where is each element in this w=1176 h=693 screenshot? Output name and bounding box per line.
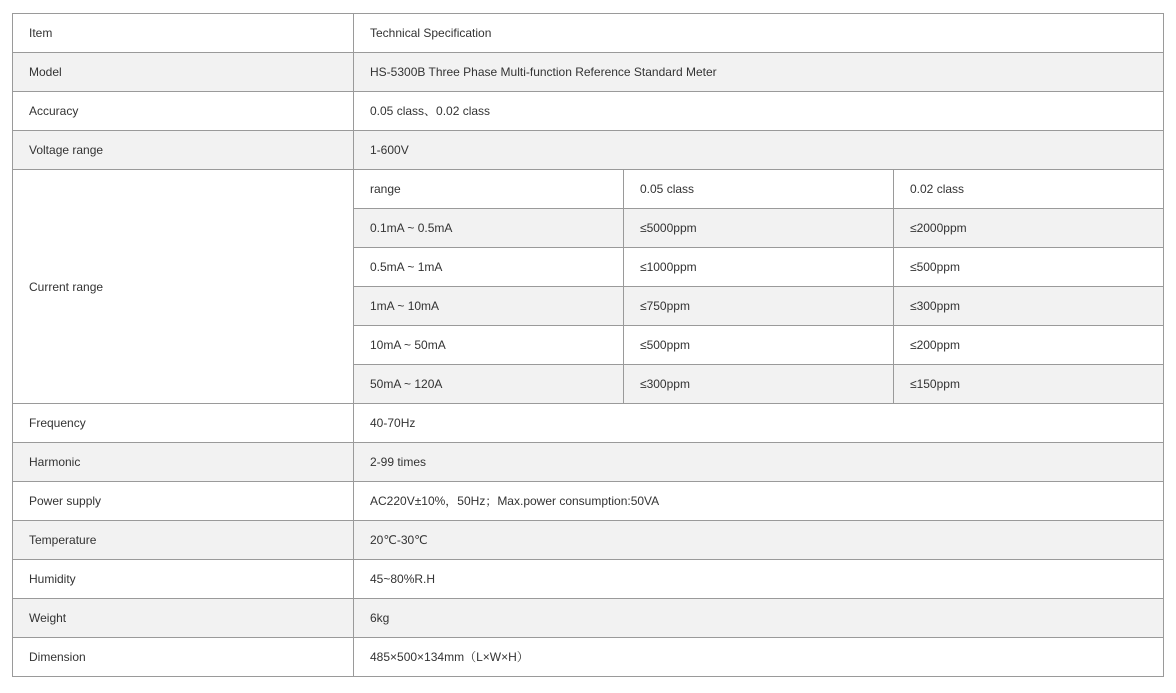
current-accuracy-005: ≤5000ppm — [624, 209, 894, 248]
power-supply-value: AC220V±10%，50Hz；Max.power consumption:50VA — [354, 482, 1164, 521]
table-row-model — [13, 53, 1164, 92]
frequency-value: 40-70Hz — [354, 404, 1164, 443]
current-accuracy-005: ≤300ppm — [624, 365, 894, 404]
harmonic-value: 2-99 times — [354, 443, 1164, 482]
current-header-class-002: 0.02 class — [894, 170, 1164, 209]
current-range-value: 0.5mA ~ 1mA — [354, 248, 624, 287]
model-value: HS-5300B Three Phase Multi-function Reference Standard Meter — [354, 53, 1164, 92]
temperature-value: 20℃-30℃ — [354, 521, 1164, 560]
table-row-accuracy — [13, 92, 1164, 131]
humidity-value: 45~80%R.H — [354, 560, 1164, 599]
spec-table — [12, 13, 1164, 677]
table-row-dimension — [13, 638, 1164, 677]
dimension-value: 485×500×134mm（L×W×H） — [354, 638, 1164, 677]
weight-value: 6kg — [354, 599, 1164, 638]
table-row-voltage — [13, 131, 1164, 170]
table-row-weight — [13, 599, 1164, 638]
table-row-frequency — [13, 404, 1164, 443]
header-item: Item — [13, 14, 354, 53]
table-row-current-header — [13, 170, 1164, 209]
weight-label: Weight — [13, 599, 354, 638]
harmonic-label: Harmonic — [13, 443, 354, 482]
voltage-value: 1-600V — [354, 131, 1164, 170]
current-accuracy-002: ≤2000ppm — [894, 209, 1164, 248]
power-supply-label: Power supply — [13, 482, 354, 521]
voltage-label: Voltage range — [13, 131, 354, 170]
accuracy-value: 0.05 class、0.02 class — [354, 92, 1164, 131]
table-row-power-supply — [13, 482, 1164, 521]
current-range-value: 0.1mA ~ 0.5mA — [354, 209, 624, 248]
temperature-label: Temperature — [13, 521, 354, 560]
table-row-header — [13, 14, 1164, 53]
humidity-label: Humidity — [13, 560, 354, 599]
current-accuracy-005: ≤750ppm — [624, 287, 894, 326]
table-row-temperature — [13, 521, 1164, 560]
frequency-label: Frequency — [13, 404, 354, 443]
current-accuracy-002: ≤500ppm — [894, 248, 1164, 287]
table-row-harmonic — [13, 443, 1164, 482]
current-accuracy-002: ≤150ppm — [894, 365, 1164, 404]
current-accuracy-005: ≤500ppm — [624, 326, 894, 365]
dimension-label: Dimension — [13, 638, 354, 677]
current-range-label: Current range — [13, 170, 354, 404]
header-technical-specification: Technical Specification — [354, 14, 1164, 53]
current-range-value: 1mA ~ 10mA — [354, 287, 624, 326]
model-label: Model — [13, 53, 354, 92]
current-range-value: 10mA ~ 50mA — [354, 326, 624, 365]
current-accuracy-002: ≤200ppm — [894, 326, 1164, 365]
current-header-class-005: 0.05 class — [624, 170, 894, 209]
current-range-value: 50mA ~ 120A — [354, 365, 624, 404]
current-accuracy-002: ≤300ppm — [894, 287, 1164, 326]
current-header-range: range — [354, 170, 624, 209]
table-row-humidity — [13, 560, 1164, 599]
accuracy-label: Accuracy — [13, 92, 354, 131]
current-accuracy-005: ≤1000ppm — [624, 248, 894, 287]
